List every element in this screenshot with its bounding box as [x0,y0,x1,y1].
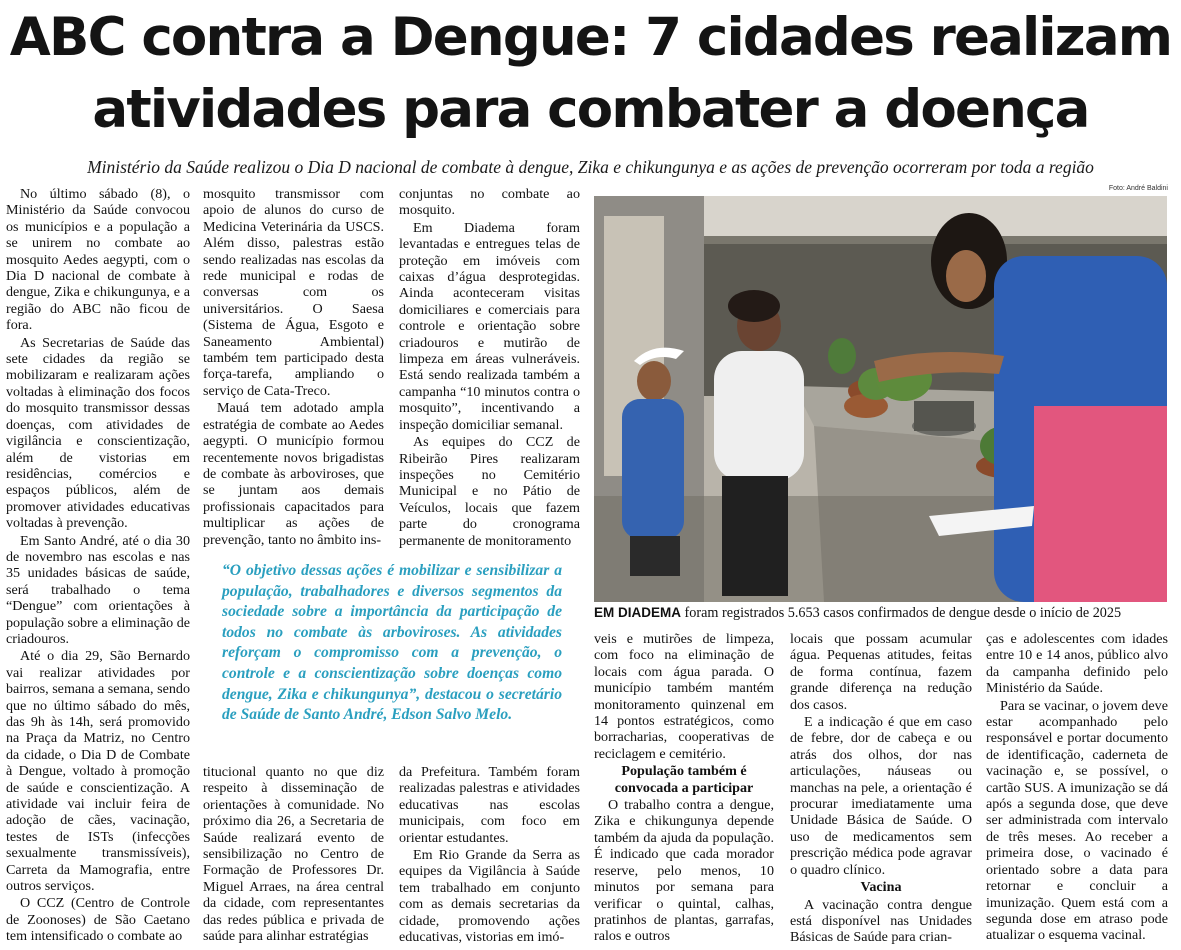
section-subtitle: Vacina [860,879,902,896]
paragraph: veis e mutirões de limpeza, com foco na eliminação de locais com água parada. O município também mantém monitoramento quinzenal em 14 pontos estratégicos, como borracharias, cooperativas de reciclagem e cemitério. [594,631,774,762]
paragraph: As Secretarias de Saúde das sete cidades da região se mobilizaram e realizaram ações voltadas à eliminação dos focos do mosquito transmissor dessas doenças, com atividades de vigilância e conscientização, além de vistorias em residências, comércios e espaços públicos, além de promover atividades educativas voltadas à prevenção. [6,334,190,532]
photo-caption [594,604,1174,622]
paragraph: O trabalho contra a dengue, Zika e chikungunya depende também da ajuda da população. É indicado que cada morador reserve, pelo menos, 10 minutos por semana para verificar o quintal, calhas, pratinhos de plantas, garrafas, ralos e outros [594,797,774,945]
paragraph: ças e adolescentes com idades entre 10 e 14 anos, público alvo da campanha definido pelo Ministério da Saúde. [986,631,1168,697]
paragraph: O CCZ (Centro de Controle de Zoonoses) de São Caetano tem intensificado o combate ao [6,895,190,945]
paragraph: E a indicação é que em caso de febre, dor de cabeça e ou atrás dos olhos, dor nas articulações, náuseas ou manchas na pele, a orientação é procurar imediatamente uma Unidade Básica de Saúde. O uso de medicamentos sem prescrição médica pode agravar o quadro clínico. [790,714,972,878]
paragraph: No último sábado (8), o Ministério da Saúde convocou os municípios e a população a se unirem no combate ao mosquito Aedes aegypti, com o Dia D nacional de combate à dengue, Zika e chikungunya, e a região do ABC não ficou de fora. [6,186,190,334]
paragraph: Até o dia 29, São Bernardo vai realizar atividades por bairros, semana a semana, sendo que no último sábado do mês, das 9h às 14h, será promovido na Praça da Matriz, no Centro da cidade, o Dia D de Combate à Dengue, voltado à promoção de saúde e conscientização. A atividade vai incluir feira de adoção de cães, vacinação, testes de ISTs (infecções sexualmente transmissíveis), Carreta da Mamografia, entre outros serviços. [6,648,190,895]
photo-credit: Foto: André Baldini [1108,185,1168,192]
paragraph: As equipes do CCZ de Ribeirão Pires realizaram inspeções no Cemitério Municipal e no Pátio de Veículos, locais que fazem parte do cronograma permanente de monitoramento [399,434,580,549]
article-column-6 [986,631,1168,948]
paragraph: conjuntas no combate ao mosquito. [399,186,580,219]
paragraph: Em Santo André, até o dia 30 de novembro nas escolas e nas 35 unidades básicas de saúde, será trabalhado o tema “Dengue” com orientações à população sobre a eliminação de criadouros. [6,532,190,647]
article-column-3 [399,186,580,549]
subheadline: Ministério da Saúde realizou o Dia D nacional de combate à dengue, Zika e chikungunya e as ações de prevenção ocorreram por toda a região [87,157,1094,177]
paragraph: A vacinação contra dengue está disponível nas Unidades Básicas de Saúde para crian- [790,896,972,946]
caption-lead: EM DIADEMA [594,605,681,620]
photo-illustration [594,196,1167,602]
article-column-2 [203,186,384,548]
article-column-5 [790,631,972,948]
paragraph: da Prefeitura. Também foram realizadas palestras e atividades educativas nas escolas municipais, com foco em orientar estudantes. [399,764,580,846]
paragraph: Mauá tem adotado ampla estratégia de combate ao Aedes aegypti. O município formou recentemente novos brigadistas de combate às arboviroses, que se juntam aos demais profissionais capacitados para multiplicar as ações de prevenção, tanto no âmbito ins- [203,400,384,548]
paragraph: mosquito transmissor com apoio de alunos do curso de Medicina Veterinária da USCS. Além disso, palestras estão sendo realizadas nas escolas da rede municipal e rodas de conversas com os universitários. O Saesa (Sistema de Água, Esgoto e Saneamento Ambiental) também tem participado desta força-tarefa, ampliando o serviço de Cata-Treco. [203,186,384,399]
caption-text: foram registrados 5.653 casos confirmados de dengue desde o início de 2025 [681,605,1122,621]
paragraph: Em Rio Grande da Serra as equipes da Vigilância à Saúde tem trabalhado em conjunto com as demais secretarias da cidade, promovendo ações educativas, vistorias em imó- [399,847,580,946]
paragraph: Para se vacinar, o jovem deve estar acompanhado pelo responsável e portar documento de identificação, caderneta de vacinação e, se possível, o cartão SUS. A imunização se dá após a segunda dose, que deve ser administrada com intervalo de três meses. Ao receber a primeira dose, o vacinado é orientado sobre a data para retornar e concluir a imunização. Quem está com a segunda dose em atraso pode atualizar o esquema vacinal. [986,697,1168,944]
news-photo [594,196,1167,602]
article-column-3-lower [399,764,580,948]
article-column-1 [6,186,190,948]
article-column-4 [594,631,774,948]
paragraph: Em Diadema foram levantadas e entregues telas de proteção em imóveis com caixas d’água desprotegidas. Ainda aconteceram visitas domiciliares e comerciais para controle e orientação sobre criadouros e mutirão de limpeza em áreas vulneráveis. Está sendo realizada também a campanha “10 minutos contra o mosquito”, incentivando a inspeção domiciliar semanal. [399,219,580,433]
article-column-2-lower [203,764,384,948]
paragraph: locais que possam acumular água. Pequenas atitudes, feitas de forma contínua, fazem grande diferença na redução dos casos. [790,631,972,713]
headline-line-1: ABC contra a Dengue: 7 cidades realizam [9,7,1172,68]
pull-quote: “O objetivo dessas ações é mobilizar e sensibilizar a população, trabalhadores e diversos segmentos da sociedade sobre a importância da participação de todos no combate às arboviroses. As atividades reforçam o compromisso com a prevenção, o controle e a conscientização sobre doenças como dengue, Zika e chikungunya”, destacou o secretário de Saúde de Santo André, Edson Salvo Melo. [222,562,562,724]
headline-line-2: atividades para combater a doença [92,79,1089,140]
section-subtitle: População também é convocada a participar [614,763,754,796]
headline [0,2,1181,146]
paragraph: titucional quanto no que diz respeito à disseminação de orientações à comunidade. No próximo dia 26, a Secretaria de Saúde realizará evento de sensibilização no Centro de Formação de Professores Dr. Miguel Arraes, na área central da cidade, com representantes das redes pública e privada de saúde para alinhar estratégias [203,764,384,945]
